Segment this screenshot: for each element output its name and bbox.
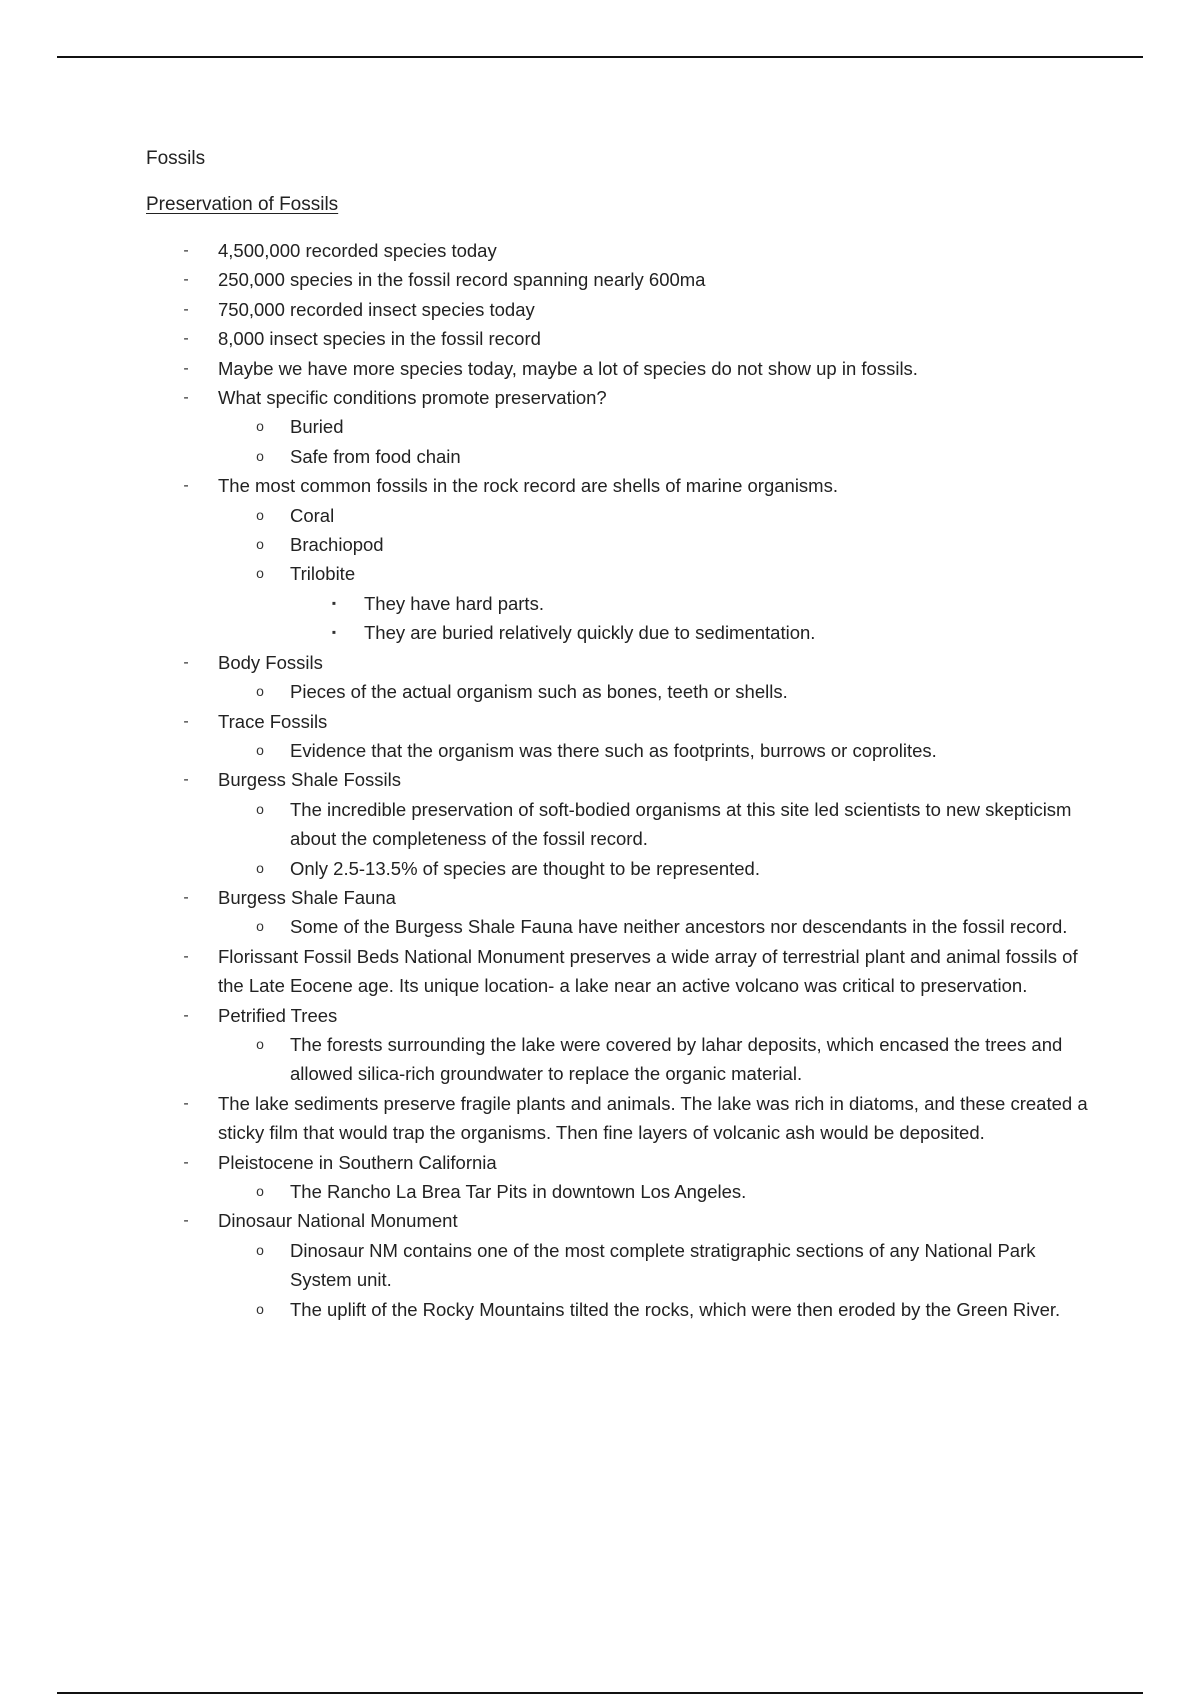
list-item-level-2 bbox=[0, 559, 1090, 588]
list-item-level-2 bbox=[0, 677, 1090, 706]
list-item-level-2 bbox=[0, 530, 1090, 559]
list-item-text: What specific conditions promote preservation? bbox=[218, 387, 607, 409]
circle-bullet-icon: o bbox=[256, 1183, 264, 1199]
dash-bullet-icon: - bbox=[183, 1153, 189, 1171]
circle-bullet-icon: o bbox=[256, 565, 264, 582]
circle-bullet-icon: o bbox=[256, 683, 264, 700]
list-item-text: 250,000 species in the fossil record spanning nearly 600ma bbox=[218, 269, 706, 291]
list-item-text: Some of the Burgess Shale Fauna have neither ancestors nor descendants in the fossil record. bbox=[290, 916, 1068, 938]
list-item-level-1 bbox=[0, 942, 1088, 1001]
dash-bullet-icon: - bbox=[183, 1094, 189, 1112]
list-item-level-1 bbox=[0, 354, 1088, 383]
list-item-text: The forests surrounding the lake were covered by lahar deposits, which encased the trees and allowed silica-rich groundwater to replace the organic material. bbox=[290, 1033, 1063, 1085]
list-item-level-1 bbox=[0, 648, 1088, 677]
list-item-level-1 bbox=[0, 765, 1088, 794]
list-item-text: 4,500,000 recorded species today bbox=[218, 240, 497, 261]
list-item-text: Maybe we have more species today, maybe a lot of species do not show up in fossils. bbox=[218, 357, 918, 379]
list-item-text: Petrified Trees bbox=[218, 1004, 338, 1026]
list-item-level-1 bbox=[0, 471, 1088, 500]
list-item-text: They have hard parts. bbox=[364, 592, 544, 614]
circle-bullet-icon: o bbox=[256, 859, 264, 876]
list-item-text: Burgess Shale Fossils bbox=[218, 769, 402, 791]
header-rule bbox=[57, 56, 1143, 58]
list-item-level-3 bbox=[0, 618, 1090, 647]
list-item-level-2 bbox=[0, 501, 1090, 530]
list-item-level-1 bbox=[0, 707, 1088, 736]
list-item-text: 8,000 insect species in the fossil record bbox=[218, 328, 541, 350]
list-item-text: The incredible preservation of soft-bodied organisms at this site led scientists to new skepticism about the completeness of the fossil record. bbox=[290, 798, 1072, 850]
list-item-level-2 bbox=[0, 1295, 1090, 1324]
list-item-text: Trilobite bbox=[290, 563, 356, 585]
list-item-level-3 bbox=[0, 589, 1090, 618]
circle-bullet-icon: o bbox=[256, 918, 264, 935]
list-item-level-2 bbox=[0, 1177, 1090, 1206]
circle-bullet-icon: o bbox=[256, 1035, 264, 1052]
list-item-text: Body Fossils bbox=[218, 651, 323, 673]
list-item-text: Pieces of the actual organism such as bones, teeth or shells. bbox=[290, 681, 788, 703]
dash-bullet-icon: - bbox=[183, 330, 189, 348]
list-item-text: Only 2.5-13.5% of species are thought to be represented. bbox=[290, 857, 760, 879]
list-item-text: Trace Fossils bbox=[218, 710, 328, 732]
list-item-level-2 bbox=[0, 1236, 1090, 1295]
list-item-level-1 bbox=[0, 1001, 1088, 1030]
list-item-level-1 bbox=[0, 1206, 1088, 1235]
circle-bullet-icon: o bbox=[256, 800, 264, 817]
list-item-level-1 bbox=[0, 383, 1088, 412]
bullet-list bbox=[0, 236, 1200, 1324]
list-item-level-1 bbox=[0, 295, 1088, 324]
document-title: Fossils bbox=[146, 148, 206, 169]
dash-bullet-icon: - bbox=[183, 653, 189, 671]
list-item-text: The most common fossils in the rock record are shells of marine organisms. bbox=[218, 475, 838, 497]
list-item-level-2 bbox=[0, 912, 1090, 941]
list-item-text: Pleistocene in Southern California bbox=[218, 1151, 497, 1173]
list-item-text: Burgess Shale Fauna bbox=[218, 886, 396, 908]
circle-bullet-icon: o bbox=[256, 506, 264, 523]
list-item-level-1 bbox=[0, 1089, 1088, 1148]
list-item-text: Brachiopod bbox=[290, 534, 384, 556]
dash-bullet-icon: - bbox=[183, 1006, 189, 1024]
dash-bullet-icon: - bbox=[183, 271, 189, 289]
list-item-text: Coral bbox=[290, 504, 335, 526]
dash-bullet-icon: - bbox=[183, 242, 189, 259]
list-item-level-1 bbox=[0, 1148, 1088, 1177]
list-item-text: 750,000 recorded insect species today bbox=[218, 298, 535, 320]
section-heading: Preservation of Fossils bbox=[146, 194, 339, 215]
list-item-text: Florissant Fossil Beds National Monument preserves a wide array of terrestrial plant and animal fossils of the Late Eocene age. Its unique location- a lake near an active volcano was critical to preservation. bbox=[218, 945, 1078, 997]
dash-bullet-icon: - bbox=[183, 389, 189, 407]
list-item-level-1 bbox=[0, 265, 1088, 294]
list-item-level-2 bbox=[0, 1030, 1090, 1089]
list-item-level-1 bbox=[0, 883, 1088, 912]
dash-bullet-icon: - bbox=[183, 888, 189, 906]
dash-bullet-icon: - bbox=[183, 771, 189, 789]
square-bullet-icon: ▪ bbox=[331, 595, 337, 610]
dash-bullet-icon: - bbox=[183, 1212, 189, 1230]
list-item-text: Safe from food chain bbox=[290, 445, 461, 467]
circle-bullet-icon: o bbox=[256, 418, 264, 435]
dash-bullet-icon: - bbox=[183, 712, 189, 730]
list-item-text: The Rancho La Brea Tar Pits in downtown Los Angeles. bbox=[290, 1181, 747, 1202]
dash-bullet-icon: - bbox=[183, 947, 189, 965]
list-item-text: Dinosaur National Monument bbox=[218, 1210, 458, 1232]
list-item-level-2 bbox=[0, 854, 1090, 883]
list-item-level-1 bbox=[0, 236, 1088, 265]
dash-bullet-icon: - bbox=[183, 359, 189, 377]
dash-bullet-icon: - bbox=[183, 477, 189, 495]
list-item-level-1 bbox=[0, 324, 1088, 353]
list-item-text: Buried bbox=[290, 416, 344, 438]
list-item-level-2 bbox=[0, 442, 1090, 471]
list-item-text: The lake sediments preserve fragile plants and animals. The lake was rich in diatoms, and these created a sticky film that would trap the organisms. Then fine layers of volcanic ash would be deposited. bbox=[218, 1092, 1088, 1144]
list-item-level-2 bbox=[0, 736, 1090, 765]
list-item-text: Dinosaur NM contains one of the most complete stratigraphic sections of any National Park System unit. bbox=[290, 1239, 1036, 1291]
circle-bullet-icon: o bbox=[256, 741, 264, 758]
circle-bullet-icon: o bbox=[256, 1300, 264, 1317]
circle-bullet-icon: o bbox=[256, 536, 264, 553]
list-item-text: They are buried relatively quickly due to sedimentation. bbox=[364, 622, 816, 644]
list-item-text: Evidence that the organism was there such as footprints, burrows or coprolites. bbox=[290, 739, 937, 761]
list-item-level-2 bbox=[0, 795, 1090, 854]
circle-bullet-icon: o bbox=[256, 447, 264, 464]
list-item-text: The uplift of the Rocky Mountains tilted the rocks, which were then eroded by the Green River. bbox=[290, 1298, 1061, 1320]
footer-rule bbox=[57, 1692, 1143, 1694]
circle-bullet-icon: o bbox=[256, 1241, 264, 1258]
square-bullet-icon: ▪ bbox=[331, 625, 337, 640]
dash-bullet-icon: - bbox=[183, 300, 189, 318]
list-item-level-2 bbox=[0, 412, 1090, 441]
